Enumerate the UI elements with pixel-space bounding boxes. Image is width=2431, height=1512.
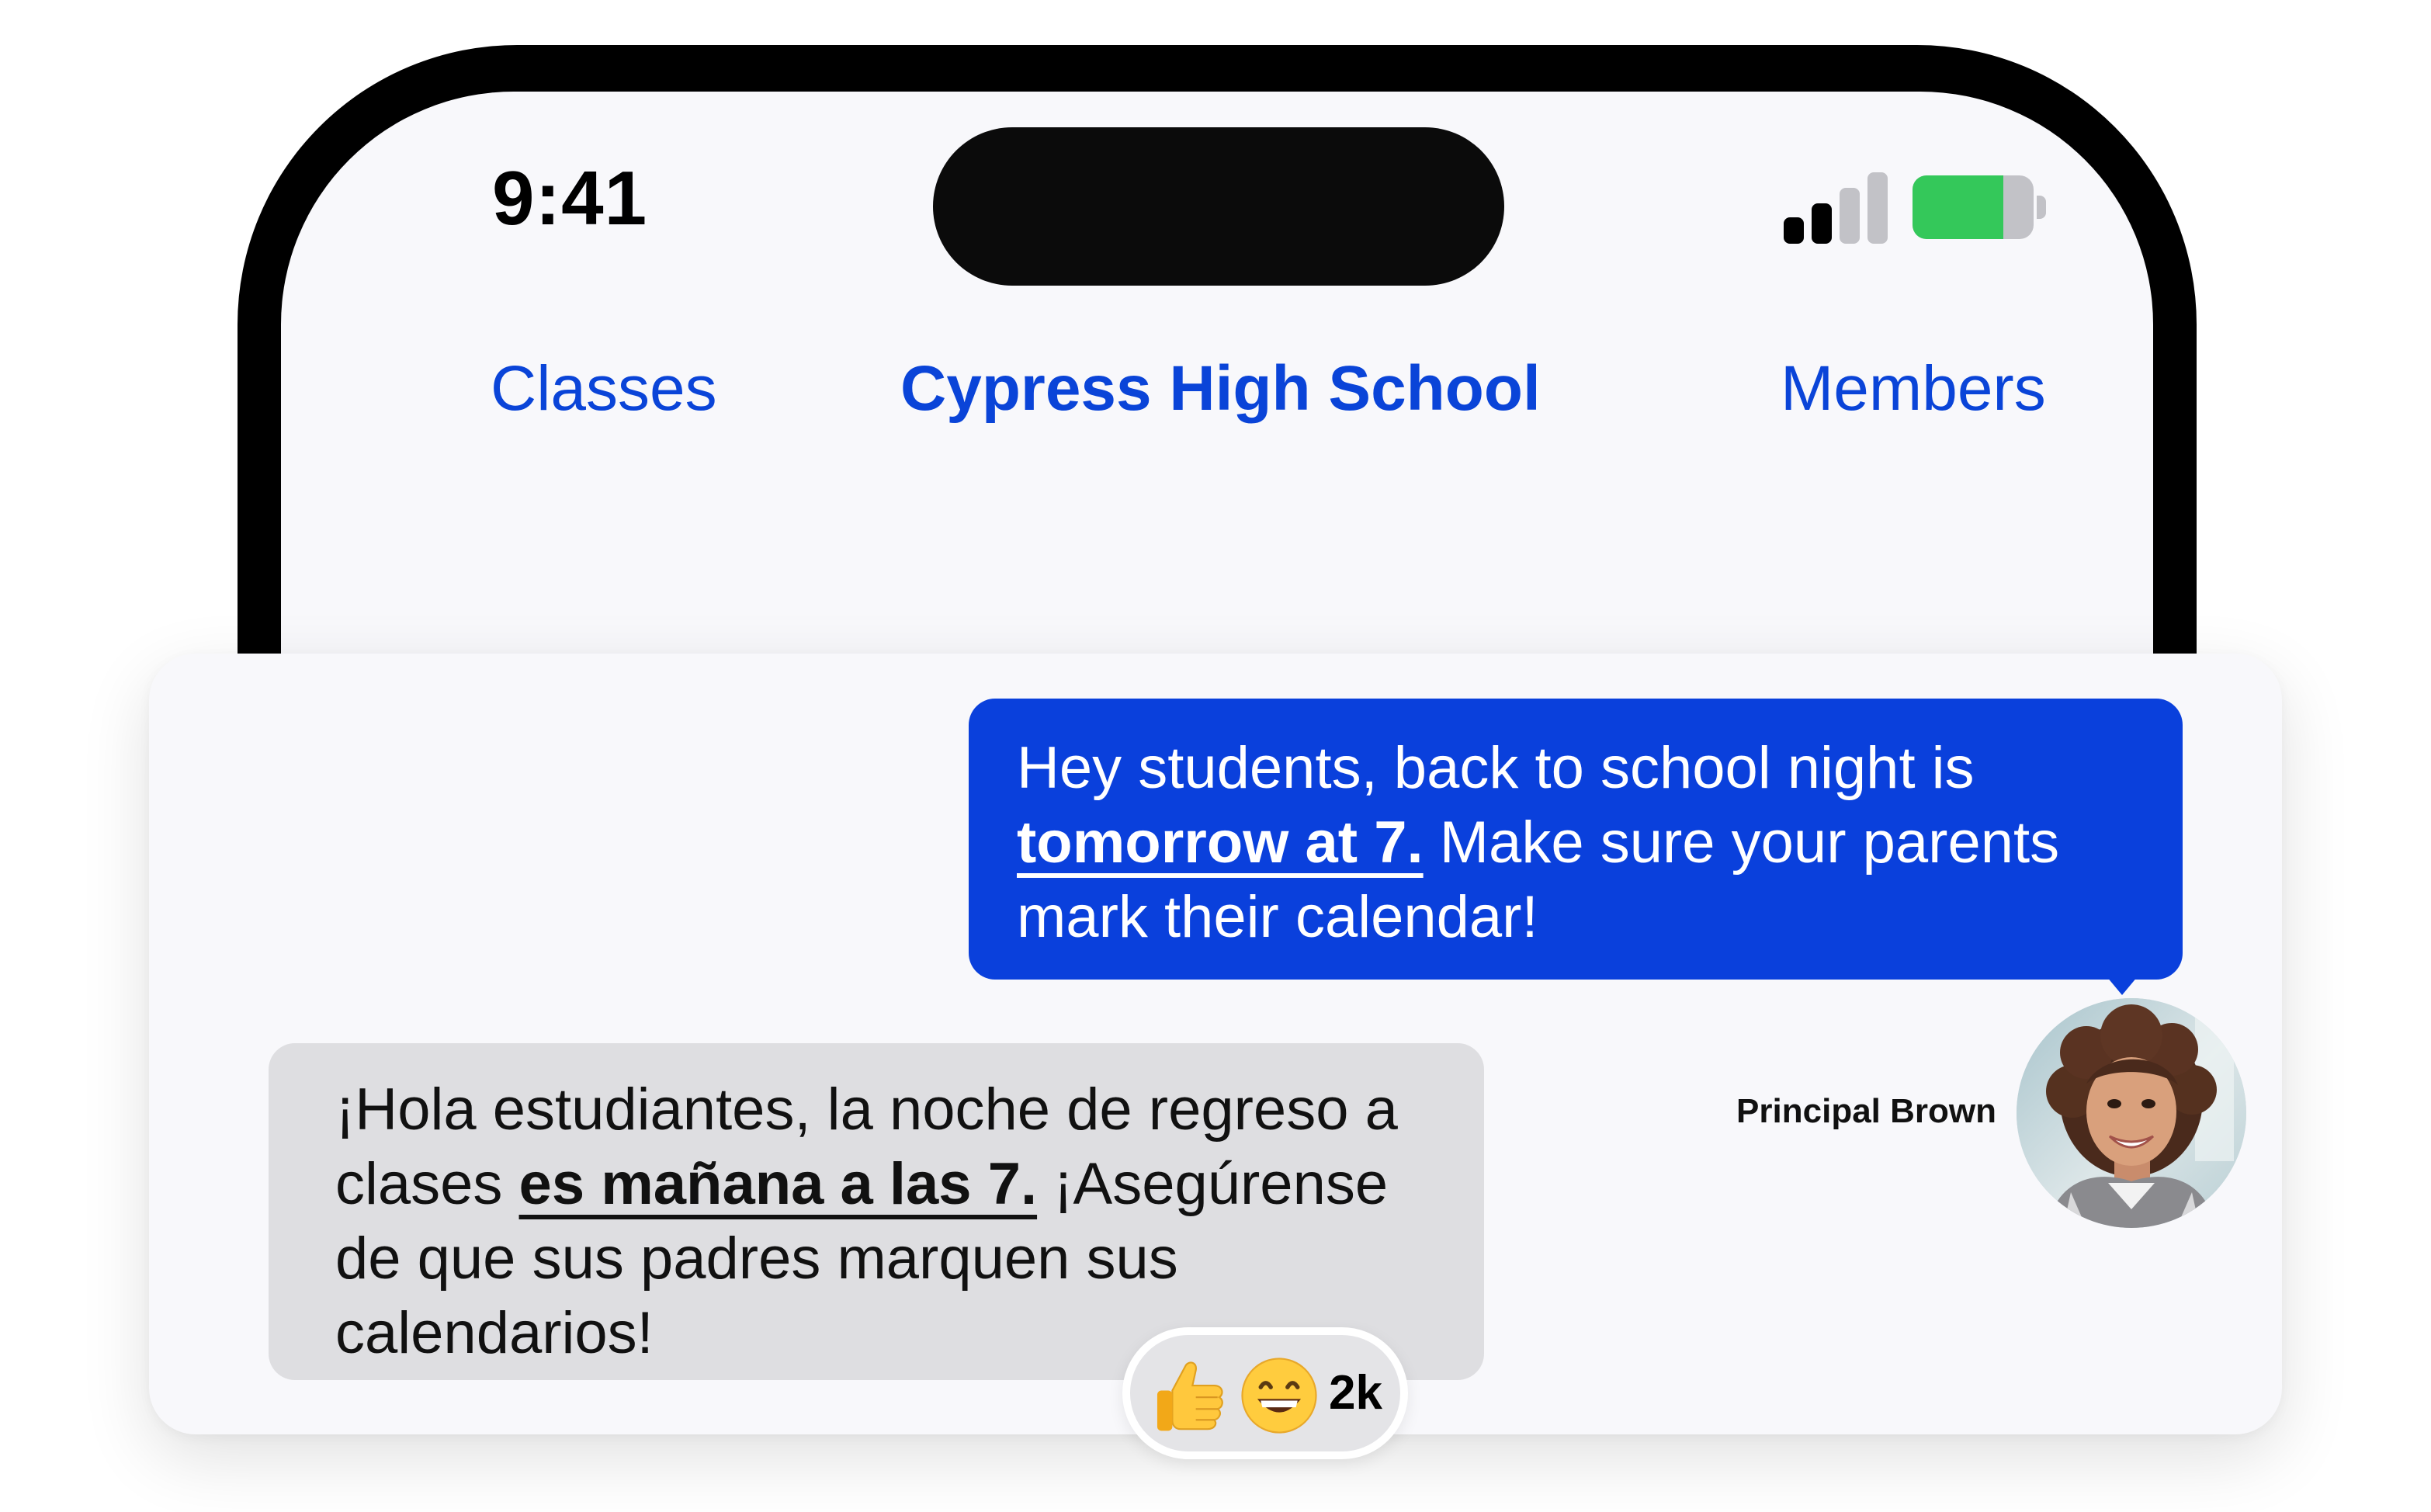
cellular-signal-icon	[1784, 172, 1889, 244]
battery-level-fill	[1913, 175, 2003, 239]
message-highlight: es mañana a las 7.	[518, 1151, 1038, 1217]
message-text: Hey students, back to school night is	[1017, 735, 1975, 801]
reactions-pill[interactable]	[1122, 1327, 1408, 1459]
signal-bar	[1784, 217, 1804, 244]
message-highlight: tomorrow at 7.	[1017, 810, 1424, 876]
english-message-bubble[interactable]	[969, 699, 2183, 980]
reaction-count: 2k	[1329, 1366, 1382, 1420]
thumbs-up-icon[interactable]	[1147, 1354, 1231, 1437]
members-nav-button[interactable]: Members	[1781, 353, 2046, 424]
avatar[interactable]	[2017, 998, 2246, 1228]
bubble-tail	[2107, 976, 2138, 995]
battery-icon	[1913, 175, 2046, 239]
message-text: ¡Asegúrense de que sus padres marquen sus calendarios!	[335, 1151, 1389, 1366]
sender-name: Principal Brown	[1736, 1092, 1996, 1130]
message-text: Make sure your parents mark their calendar!	[1017, 810, 2060, 950]
dynamic-island	[933, 127, 1504, 286]
profile-photo	[2017, 998, 2246, 1228]
status-time: 9:41	[492, 155, 648, 241]
classes-nav-button[interactable]: Classes	[491, 353, 717, 424]
signal-bar	[1812, 203, 1832, 244]
page-title: Cypress High School	[900, 353, 1541, 424]
signal-bar	[1867, 172, 1888, 244]
message-text: ¡Hola estudiantes, la noche de regreso a clases	[335, 1077, 1398, 1217]
signal-bar	[1840, 188, 1860, 244]
grinning-face-icon[interactable]	[1237, 1354, 1321, 1437]
battery-cap	[2037, 196, 2046, 219]
battery-body	[1913, 175, 2034, 239]
